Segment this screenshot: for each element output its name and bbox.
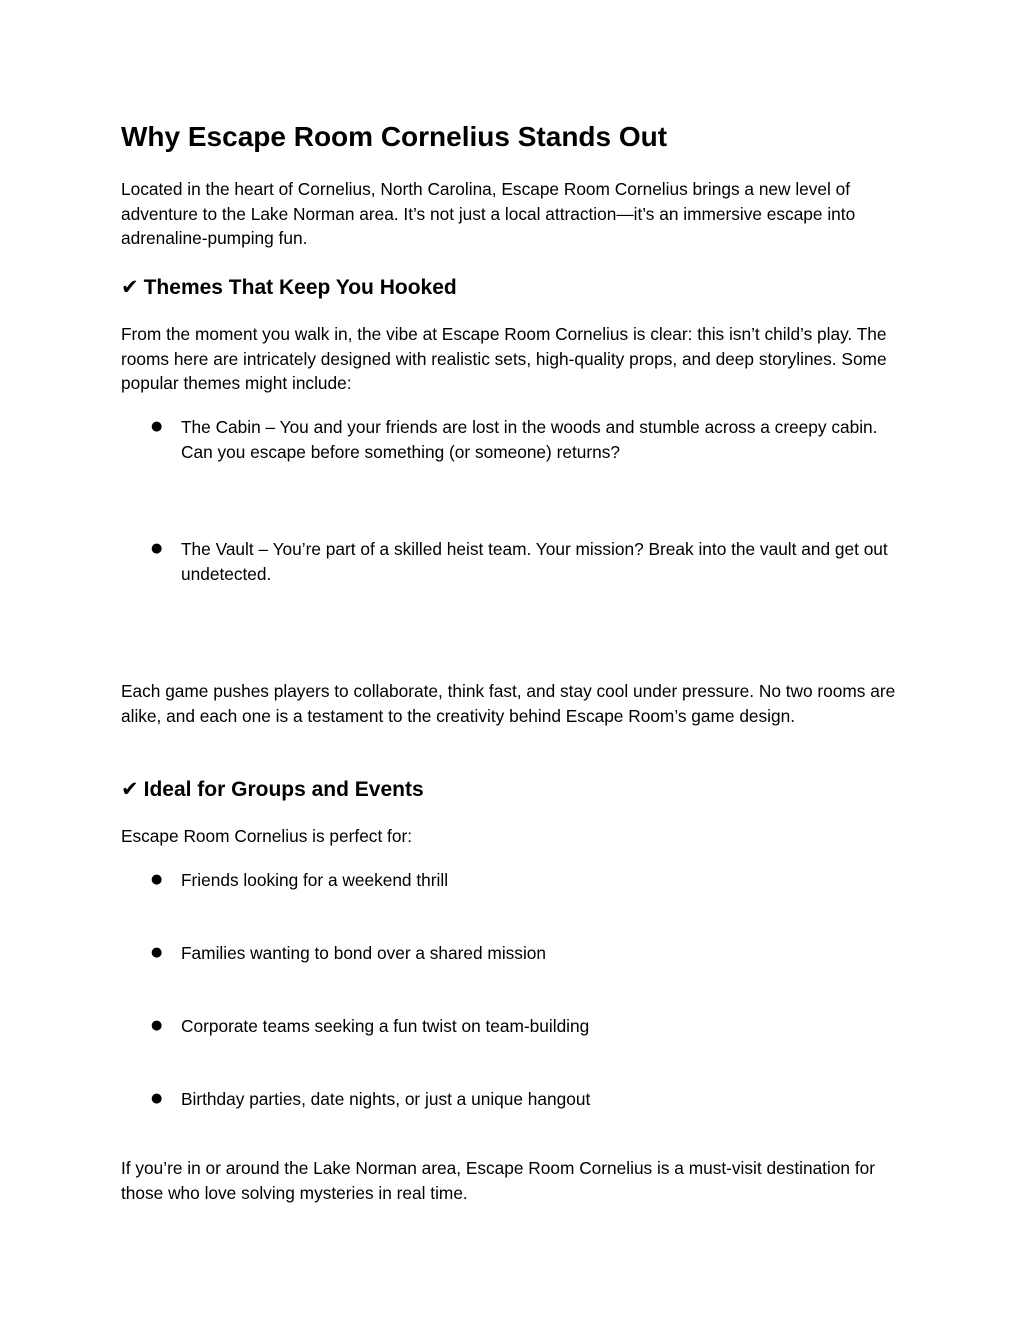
groups-paragraph: Escape Room Cornelius is perfect for: bbox=[121, 826, 413, 846]
list-item bbox=[121, 868, 906, 893]
list-item-text: Families wanting to bond over a shared mission bbox=[181, 943, 547, 963]
section-heading-label: Themes That Keep You Hooked bbox=[143, 276, 457, 299]
list-item bbox=[121, 1087, 906, 1112]
bullet-icon: ● bbox=[151, 1091, 163, 1106]
list-item-text: Birthday parties, date nights, or just a unique hangout bbox=[181, 1089, 591, 1109]
page-title: Why Escape Room Cornelius Stands Out bbox=[121, 121, 668, 152]
bullet-icon: ● bbox=[151, 945, 163, 960]
bullet-icon: ● bbox=[151, 872, 163, 887]
list-item bbox=[121, 1014, 906, 1039]
groups-closing-paragraph: If you’re in or around the Lake Norman area, Escape Room Cornelius is a must-visit destination for those who love solving mysteries in real time. bbox=[121, 1158, 876, 1203]
bullet-icon: ● bbox=[151, 419, 163, 434]
themes-closing-paragraph: Each game pushes players to collaborate, think fast, and stay cool under pressure. No two rooms are alike, and each one is a testament to the creativity behind Escape Room’s game design. bbox=[121, 681, 896, 726]
list-item bbox=[121, 537, 906, 586]
list-item-text: The Cabin – You and your friends are lost in the woods and stumble across a creepy cabin. Can you escape before something (or someone) returns? bbox=[181, 417, 878, 462]
section-heading-themes bbox=[121, 272, 457, 303]
list-item bbox=[121, 415, 906, 464]
checkmark-icon: ✔ bbox=[121, 275, 139, 299]
list-item-text: The Vault – You’re part of a skilled heist team. Your mission? Break into the vault and get out undetected. bbox=[181, 539, 888, 584]
list-item bbox=[121, 941, 906, 966]
intro-paragraph: Located in the heart of Cornelius, North Carolina, Escape Room Cornelius brings a new level of adventure to the Lake Norman area. It’s not just a local attraction—it’s an immersive escape into adrenaline-pumping fun. bbox=[121, 179, 856, 249]
section-heading-label: Ideal for Groups and Events bbox=[143, 778, 424, 801]
bullet-icon: ● bbox=[151, 1018, 163, 1033]
bullet-icon: ● bbox=[151, 541, 163, 556]
checkmark-icon: ✔ bbox=[121, 777, 139, 801]
list-item-text: Corporate teams seeking a fun twist on team-building bbox=[181, 1016, 590, 1036]
section-heading-groups bbox=[121, 774, 424, 805]
list-item-text: Friends looking for a weekend thrill bbox=[181, 870, 449, 890]
themes-paragraph: From the moment you walk in, the vibe at Escape Room Cornelius is clear: this isn’t child’s play. The rooms here are intricately designed with realistic sets, high-quality props, and deep storylines. Some popular themes might include: bbox=[121, 324, 887, 394]
